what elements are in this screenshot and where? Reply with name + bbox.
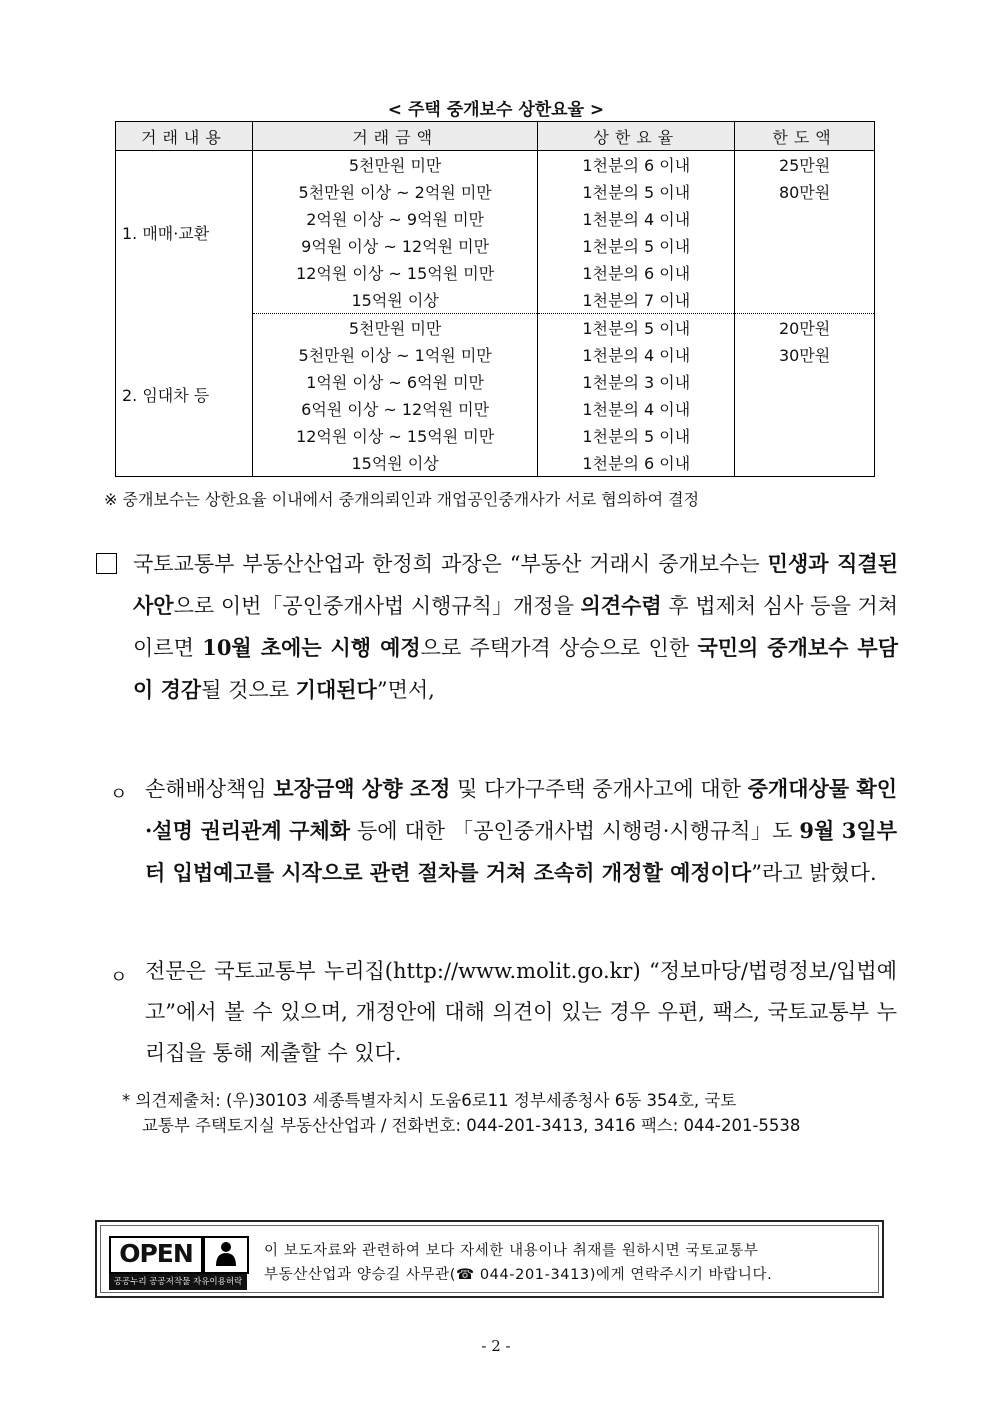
checkbox-square-icon [96,553,117,574]
amount-cell: 6억원 이상 ~ 12억원 미만 [252,395,538,422]
rate-cell: 1천분의 6 이내 [538,259,735,286]
para-text: ”면서, [376,678,435,702]
bullet-circle-icon: ㅇ [110,967,128,988]
para-text: 될 것으로 [201,678,296,702]
rate-cell: 1천분의 5 이내 [538,178,735,205]
rate-cell: 1천분의 7 이내 [538,286,735,314]
para-bold: 국민의 중개보수 부담이 경감 [133,635,898,702]
amount-cell: 1억원 이상 ~ 6억원 미만 [252,368,538,395]
limit-cell: 30만원 [735,341,875,368]
limit-cell: 80만원 [735,178,875,205]
page-number: - 2 - [481,1337,511,1355]
amount-cell: 12억원 이상 ~ 15억원 미만 [252,259,538,286]
para-bold: 중개대상물 확인·설명 권리관계 구체화 [145,776,897,843]
amount-cell: 15억원 이상 [252,286,538,314]
contact-line: 부동산산업과 양승길 사무관(☎ 044-201-3413)에게 연락주시기 바랍니다. [264,1267,773,1283]
rate-cell: 1천분의 6 이내 [538,151,735,179]
limit-cell [735,259,875,286]
amount-cell: 5천만원 미만 [252,151,538,179]
para-bold: 보장금액 상향 조정 [273,776,451,801]
limit-cell [735,395,875,422]
limit-cell [735,286,875,314]
contact-line: 이 보도자료와 관련하여 보다 자세한 내용이나 취재를 원하시면 국토교통부 [264,1243,759,1259]
para-text: 손해배상책임 [145,777,274,801]
rate-cell: 1천분의 4 이내 [538,395,735,422]
logo-open-text: OPEN [109,1236,203,1274]
rate-cell: 1천분의 6 이내 [538,449,735,477]
para-bold: 의견수렴 [580,593,662,618]
footnote-line: 교통부 주택토지실 부동산산업과 / 전화번호: 044-201-3413, 3416 팩스: 044-201-5538 [142,1116,801,1135]
para-bold: 기대된다 [295,677,377,702]
para-text: 등에 대한 「공인중개사법 시행령·시행규칙」도 [350,819,800,843]
rate-cell: 1천분의 5 이내 [538,422,735,449]
amount-cell: 15억원 이상 [252,449,538,477]
rate-cell: 1천분의 4 이내 [538,341,735,368]
limit-cell: 20만원 [735,314,875,342]
amount-cell: 5천만원 미만 [252,314,538,342]
header-amount: 거래금액 [252,122,538,151]
para-text: 으로 이번「공인중개사법 시행규칙」개정을 [173,594,581,618]
para-text: 및 다가구주택 중개사고에 대한 [450,777,748,801]
amount-cell: 5천만원 이상 ~ 1억원 미만 [252,341,538,368]
table-row [116,151,875,179]
paragraph-bullet-amendment [145,768,897,894]
amount-cell: 12억원 이상 ~ 15억원 미만 [252,422,538,449]
rate-cell: 1천분의 5 이내 [538,232,735,259]
para-bold: 10월 초에는 시행 예정 [202,635,421,660]
person-icon [203,1236,249,1274]
header-category: 거래내용 [116,122,253,151]
limit-cell [735,232,875,259]
para-text: 후 법제처 심사 등을 거쳐 이르면 [133,594,898,660]
press-contact-text [264,1239,879,1287]
limit-cell [735,368,875,395]
amount-cell: 9억원 이상 ~ 12억원 미만 [252,232,538,259]
kogl-open-logo [109,1236,247,1292]
limit-cell [735,205,875,232]
amount-cell: 5천만원 이상 ~ 2억원 미만 [252,178,538,205]
limit-cell [735,449,875,477]
para-bold: 민생과 직결된 사안 [133,551,898,618]
fee-rate-table [115,121,875,477]
table-note: ※ 중개보수는 상한요율 이내에서 중개의뢰인과 개업공인중개사가 서로 협의하여 결정 [104,490,700,509]
category-cell: 1. 매매·교환 [116,151,253,314]
header-limit: 한도액 [735,122,875,151]
para-text: ”라고 밝혔다. [751,861,877,885]
header-rate: 상한요율 [538,122,735,151]
table-row [116,314,875,342]
category-cell: 2. 임대차 등 [116,314,253,477]
rate-cell: 1천분의 4 이내 [538,205,735,232]
footnote-contact [122,1088,902,1138]
logo-bar-text: 공공누리 공공저작물 자유이용허락 [109,1274,247,1290]
bullet-circle-icon: ㅇ [110,784,128,805]
paragraph-quote [133,543,898,711]
table-title: < 주택 중개보수 상한요율 > [387,100,605,120]
para-text: 으로 주택가격 상승으로 인한 [420,636,698,660]
limit-cell: 25만원 [735,151,875,179]
press-contact-box [95,1220,884,1298]
rate-cell: 1천분의 5 이내 [538,314,735,342]
para-text: 국토교통부 부동산산업과 한정희 과장은 “부동산 거래시 중개보수는 [133,552,768,576]
paragraph-bullet-full-text: 전문은 국토교통부 누리집(http://www.molit.go.kr) “정보마당/법령정보/입법예고”에서 볼 수 있으며, 개정안에 대해 의견이 있는 경우 우편, 팩스, 국토교통부 누리집을 통해 제출할 수 있다. [145,959,897,1065]
limit-cell [735,422,875,449]
para-bold: 9월 3일부터 입법예고를 시작으로 관련 절차를 거쳐 조속히 개정할 예정이다 [145,818,897,885]
amount-cell: 2억원 이상 ~ 9억원 미만 [252,205,538,232]
rate-cell: 1천분의 3 이내 [538,368,735,395]
footnote-line: * 의견제출처: (우)30103 세종특별자치시 도움6로11 정부세종청사 6동 354호, 국토 [122,1091,737,1110]
